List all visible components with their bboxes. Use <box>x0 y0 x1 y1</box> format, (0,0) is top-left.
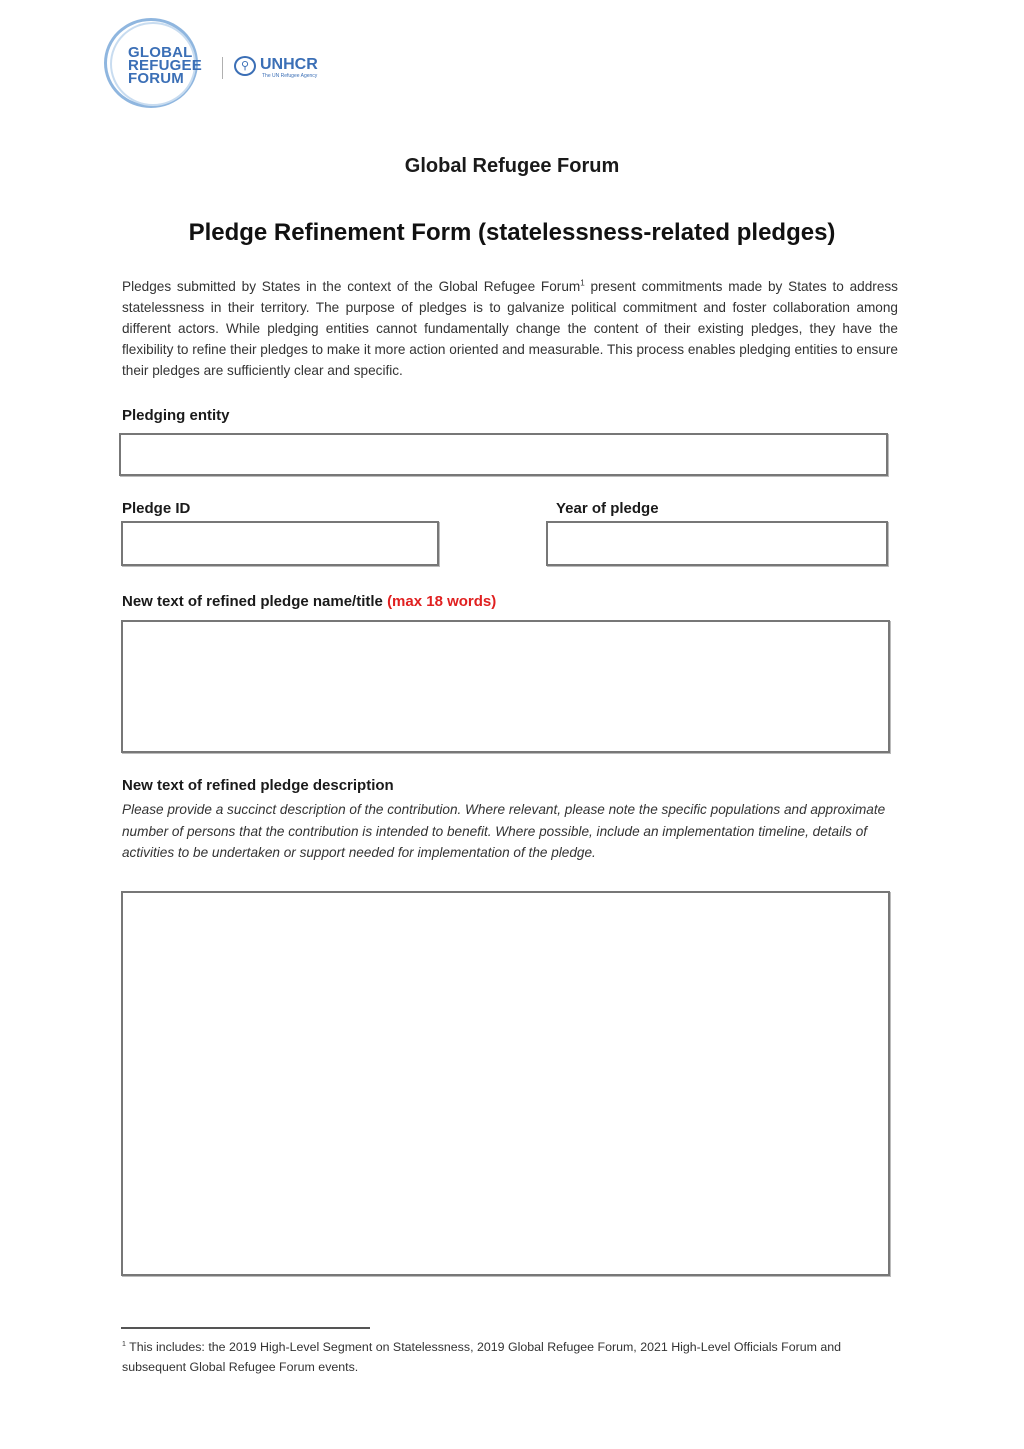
refined-title-field[interactable] <box>121 620 890 753</box>
refined-description-textarea[interactable] <box>123 893 888 1274</box>
gfr-logo-line-2: REFUGEE <box>128 57 202 74</box>
year-of-pledge-input[interactable] <box>548 523 886 564</box>
pledging-entity-label: Pledging entity <box>122 407 230 424</box>
footnote-ref[interactable]: 1 <box>580 278 585 288</box>
pledge-id-field[interactable] <box>121 521 439 566</box>
pledging-entity-input[interactable] <box>121 435 886 474</box>
footnote-separator <box>121 1327 370 1329</box>
gfr-logo-line-1: GLOBAL <box>128 44 193 61</box>
max-words-note: (max 18 words) <box>387 593 497 610</box>
footnote <box>122 1338 902 1377</box>
form-title: Pledge Refinement Form (statelessness-related pledges) <box>188 219 836 246</box>
refined-description-field[interactable] <box>121 891 890 1276</box>
unhcr-emblem-icon: ⚲ <box>234 56 256 76</box>
pledge-id-input[interactable] <box>123 523 437 564</box>
pledge-id-label: Pledge ID <box>122 500 191 517</box>
intro-text-2: present commitments made by States to address statelessness in their territory. The purpose of pledges is to galvanize political commitment and foster collaboration among different actors. While pledging entities cannot fundamentally change the content of their existing pledges, they have the flexibility to refine their pledges to make it more action oriented and measurable. This process enables pledging entities to ensure their pledges are sufficiently clear and specific. <box>122 279 898 378</box>
org-title: Global Refugee Forum <box>404 155 620 177</box>
logo-divider <box>222 57 223 79</box>
intro-paragraph <box>122 276 898 381</box>
refined-title-textarea[interactable] <box>123 622 888 751</box>
unhcr-tagline: The UN Refugee Agency <box>262 73 318 79</box>
gfr-logo <box>128 46 202 85</box>
year-of-pledge-field[interactable] <box>546 521 888 566</box>
unhcr-logo-text: UNHCR <box>260 56 318 73</box>
refined-description-label: New text of refined pledge description <box>122 777 394 794</box>
refined-title-label <box>122 593 496 610</box>
refined-title-label-text: New text of refined pledge name/title <box>122 593 383 610</box>
year-of-pledge-label: Year of pledge <box>556 500 659 517</box>
gfr-logo-line-3: FORUM <box>128 70 184 87</box>
refined-description-hint: Please provide a succinct description of the contribution. Where relevant, please note the specific populations and approximate number of persons that the contribution is intended to benefit. Where possible, include an implementation timeline, details of activities to be undertaken or support needed for implementation of the pledge. <box>122 802 886 860</box>
intro-text-1: Pledges submitted by States in the context of the Global Refugee Forum <box>122 279 581 294</box>
pledging-entity-field[interactable] <box>119 433 888 476</box>
footnote-number: 1 <box>122 1340 126 1348</box>
footnote-text: This includes: the 2019 High-Level Segment on Statelessness, 2019 Global Refugee Forum, 2021 High-Level Officials Forum and subsequent Global Refugee Forum events. <box>122 1340 842 1374</box>
